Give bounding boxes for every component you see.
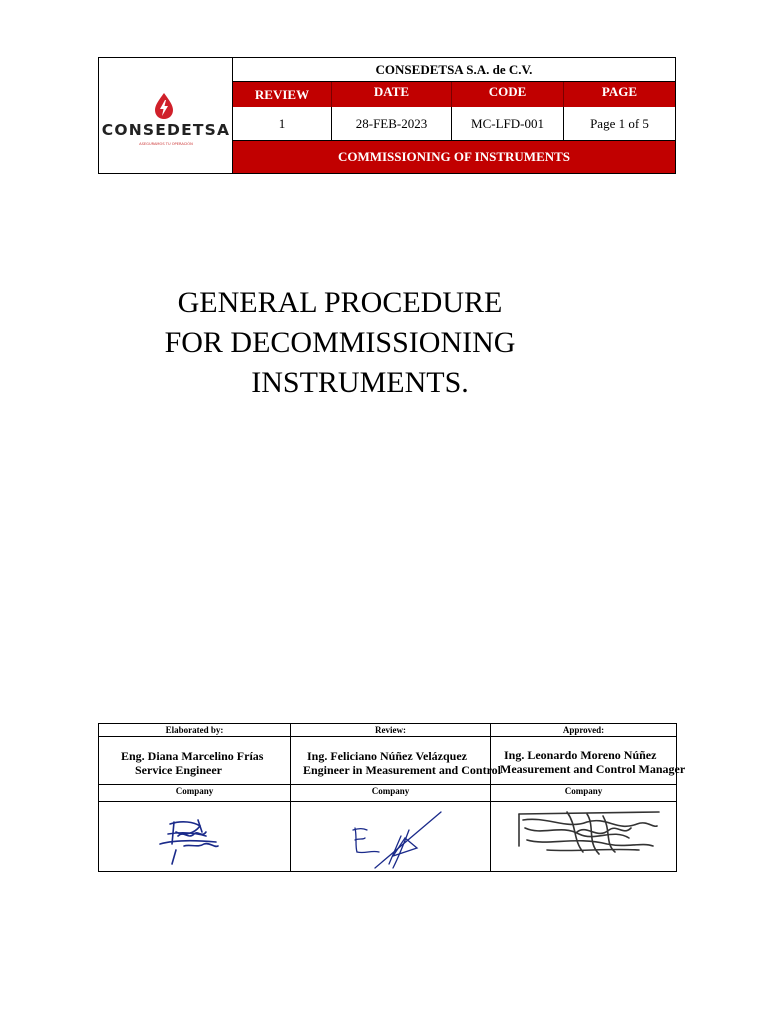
review-name-cell	[291, 737, 502, 785]
date-value: 28-FEB-2023	[331, 107, 451, 140]
approved-company-label: Company	[491, 785, 676, 802]
company-name: CONSEDETSA S.A. de C.V.	[233, 58, 675, 82]
code-value: MC-LFD-001	[451, 107, 563, 140]
flame-bolt-icon	[153, 92, 175, 120]
review-signature	[291, 802, 490, 871]
document-title	[140, 283, 540, 403]
elaborated-name: Eng. Diana Marcelino Frías	[121, 749, 264, 763]
elaborated-company-label: Company	[99, 785, 290, 802]
page-value: Page 1 of 5	[563, 107, 675, 140]
title-line-1: GENERAL PROCEDURE	[177, 286, 503, 319]
elaborated-name-cell	[99, 737, 290, 785]
elaborated-signature	[99, 802, 290, 871]
signature-image	[517, 806, 663, 858]
page-column-header: PAGE	[563, 82, 675, 107]
review-column-header: REVIEW	[254, 87, 310, 102]
approved-name-cell	[491, 737, 686, 785]
logo-wordmark: CONSEDETSA	[101, 121, 231, 139]
signature-table	[98, 723, 686, 872]
signature-image	[154, 814, 224, 866]
review-role: Engineer in Measurement and Control	[303, 763, 502, 777]
title-line-2: FOR DECOMMISSIONING	[164, 326, 516, 359]
review-heading: Review:	[291, 724, 490, 737]
signature-image	[349, 810, 447, 870]
review-company-label: Company	[291, 785, 490, 802]
elaborated-column	[99, 724, 290, 871]
header-values-row	[233, 107, 675, 141]
review-column	[290, 724, 502, 871]
review-value: 1	[278, 116, 286, 131]
document-header-table	[98, 57, 676, 174]
company-logo	[99, 58, 233, 173]
approved-role: Measurement and Control Manager	[500, 762, 686, 776]
header-columns-row	[233, 82, 675, 107]
code-column-header: CODE	[451, 82, 563, 107]
review-name: Ing. Feliciano Núñez Velázquez	[307, 749, 468, 763]
logo-tagline: ASEGURAMOS TU OPERACIÓN	[139, 142, 193, 146]
section-title: COMMISSIONING OF INSTRUMENTS	[233, 141, 675, 173]
approved-heading: Approved:	[491, 724, 676, 737]
date-column-header: DATE	[331, 82, 451, 107]
approved-signature	[491, 802, 676, 871]
elaborated-heading: Elaborated by:	[99, 724, 290, 737]
approved-name: Ing. Leonardo Moreno Núñez	[504, 748, 657, 762]
elaborated-role: Service Engineer	[135, 763, 222, 777]
title-line-3: INSTRUMENTS.	[251, 366, 469, 399]
approved-column	[490, 724, 686, 871]
